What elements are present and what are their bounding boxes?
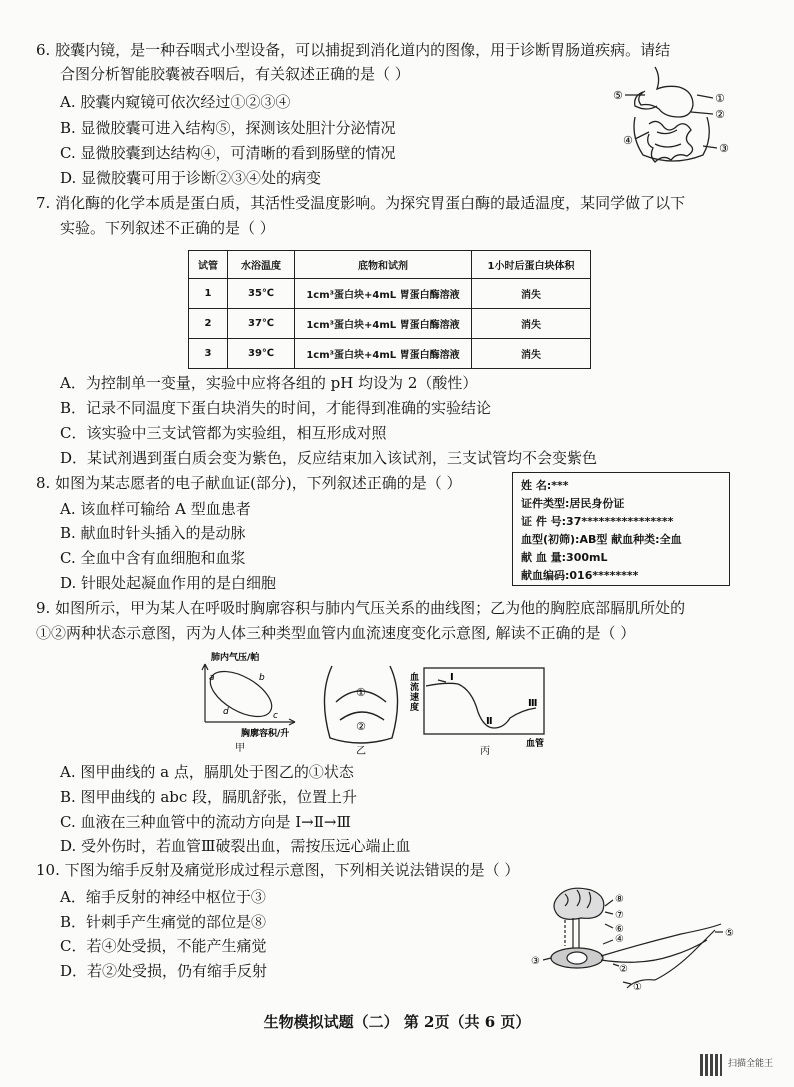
card-name: 姓 名:*** bbox=[521, 479, 569, 492]
jia-point-d: d bbox=[223, 707, 229, 717]
bing-vessel-2: Ⅱ bbox=[486, 716, 493, 727]
card-volume: 献 血 量:300mL bbox=[521, 551, 608, 564]
q6-stem-line1: 6. 胶囊内镜，是一种吞咽式小型设备，可以捕捉到消化道内的图像，用于诊断胃肠道疾病。请结 bbox=[36, 41, 671, 59]
table-cell: 1 bbox=[189, 279, 228, 309]
q10-option-b: B．针刺手产生痛觉的部位是⑧ bbox=[60, 913, 267, 931]
q10-fig-label-7: ⑦ bbox=[615, 910, 624, 921]
table-row bbox=[189, 309, 591, 339]
q7-option-d: D．某试剂遇到蛋白质会变为紫色，反应结束加入该试剂，三支试管均不会变紫色 bbox=[60, 449, 598, 467]
q9-option-a: A. 图甲曲线的 a 点，膈肌处于图乙的①状态 bbox=[60, 763, 354, 781]
q10-fig-label-1: ① bbox=[633, 982, 642, 993]
diaphragm-figure bbox=[318, 658, 406, 758]
table-cell: 消失 bbox=[472, 309, 591, 339]
bing-caption: 丙 bbox=[480, 746, 490, 756]
q7-stem-line1: 7. 消化酶的化学本质是蛋白质，其活性受温度影响。为探究胃蛋白酶的最适温度，某同学做了以下 bbox=[36, 194, 686, 212]
q8-option-d: D. 针眼处起凝血作用的是白细胞 bbox=[60, 574, 277, 592]
q7-option-c: C．该实验中三支试管都为实验组，相互形成对照 bbox=[60, 424, 387, 442]
q10-fig-label-5: ⑤ bbox=[725, 928, 734, 939]
q6-option-b: B. 显微胶囊可进入结构⑤，探测该处胆汁分泌情况 bbox=[60, 119, 396, 137]
q8-option-a: A. 该血样可输给 A 型血患者 bbox=[60, 500, 251, 518]
q8-stem: 8. 如图为某志愿者的电子献血证(部分)，下列叙述正确的是（ ） bbox=[36, 474, 462, 492]
table-header: 试管 bbox=[189, 251, 228, 279]
table-cell: 39℃ bbox=[228, 339, 295, 369]
q6-fig-label-4: ④ bbox=[623, 134, 633, 147]
q6-option-d: D. 显微胶囊可用于诊断②③④处的病变 bbox=[60, 169, 322, 187]
bing-ylabel-2: 流 bbox=[410, 683, 420, 693]
jia-point-c: c bbox=[273, 711, 278, 721]
blood-donation-card bbox=[512, 472, 730, 586]
card-blood-type: 血型(初筛):AB型 献血种类:全血 bbox=[521, 533, 682, 546]
q6-option-c: C. 显微胶囊到达结构④，可清晰的看到肠壁的情况 bbox=[60, 144, 396, 162]
q8-option-b: B. 献血时针头插入的是动脉 bbox=[60, 524, 246, 542]
table-header-row bbox=[189, 251, 591, 279]
table-cell: 35℃ bbox=[228, 279, 295, 309]
table-cell: 3 bbox=[189, 339, 228, 369]
blood-flow-chart bbox=[408, 656, 558, 756]
table-row bbox=[189, 279, 591, 309]
card-code: 献血编码:016******** bbox=[521, 569, 639, 582]
q7-stem-line2: 实验。下列叙述不正确的是（ ） bbox=[60, 219, 275, 237]
card-id-number: 证 件 号:37**************** bbox=[521, 515, 674, 528]
q6-option-a: A. 胶囊内窥镜可依次经过①②③④ bbox=[60, 93, 291, 111]
q9-option-d: D. 受外伤时，若血管Ⅲ破裂出血，需按压远心端止血 bbox=[60, 837, 411, 855]
q6-fig-label-3: ③ bbox=[719, 142, 729, 155]
experiment-table bbox=[188, 250, 591, 369]
q10-option-d: D．若②处受损，仍有缩手反射 bbox=[60, 962, 268, 980]
q10-stem: 10. 下图为缩手反射及痛觉形成过程示意图，下列相关说法错误的是（ ） bbox=[36, 861, 520, 879]
jia-xlabel: 胸廓容积/升 bbox=[241, 729, 290, 739]
yi-label-2: ② bbox=[356, 720, 366, 733]
q10-option-c: C．若④处受损，不能产生痛觉 bbox=[60, 937, 267, 955]
bing-xlabel: 血管 bbox=[526, 739, 545, 749]
q9-option-c: C. 血液在三种血管中的流动方向是 Ⅰ→Ⅱ→Ⅲ bbox=[60, 813, 351, 831]
table-header: 水浴温度 bbox=[228, 251, 295, 279]
page-footer: 生物模拟试题（二） 第 2页（共 6 页） bbox=[263, 1013, 531, 1031]
bing-ylabel-4: 度 bbox=[410, 703, 420, 713]
q10-fig-label-2: ② bbox=[619, 964, 628, 975]
q10-fig-label-4: ④ bbox=[615, 934, 624, 945]
q9-option-b: B. 图甲曲线的 abc 段，膈肌舒张，位置上升 bbox=[60, 788, 358, 806]
yi-label-1: ① bbox=[356, 686, 366, 699]
table-cell: 消失 bbox=[472, 339, 591, 369]
table-row bbox=[189, 339, 591, 369]
breathing-pressure-chart bbox=[195, 650, 305, 755]
q6-fig-label-2: ② bbox=[715, 108, 725, 121]
q10-fig-label-3: ③ bbox=[531, 956, 540, 967]
table-cell: 1cm³蛋白块+4mL 胃蛋白酶溶液 bbox=[295, 309, 472, 339]
bing-vessel-1: Ⅰ bbox=[450, 672, 454, 683]
table-cell: 消失 bbox=[472, 279, 591, 309]
q6-fig-label-1: ① bbox=[715, 92, 725, 105]
table-header: 底物和试剂 bbox=[295, 251, 472, 279]
scanner-watermark: 扫描全能王 bbox=[728, 1059, 774, 1069]
yi-caption: 乙 bbox=[356, 746, 366, 757]
jia-caption: 甲 bbox=[235, 743, 245, 754]
q6-stem-line2: 合图分析智能胶囊被吞咽后，有关叙述正确的是（ ） bbox=[60, 65, 410, 83]
q7-option-b: B．记录不同温度下蛋白块消失的时间，才能得到准确的实验结论 bbox=[60, 399, 492, 417]
digestive-system-figure bbox=[605, 62, 755, 172]
q10-option-a: A．缩手反射的神经中枢位于③ bbox=[60, 888, 266, 906]
bing-vessel-3: Ⅲ bbox=[528, 698, 538, 709]
q9-stem-line2: ①②两种状态示意图，丙为人体三种类型血管内血流速度变化示意图, 解读不正确的是（ ） bbox=[36, 624, 636, 642]
table-cell: 37℃ bbox=[228, 309, 295, 339]
q10-fig-label-8: ⑧ bbox=[615, 894, 624, 905]
table-cell: 1cm³蛋白块+4mL 胃蛋白酶溶液 bbox=[295, 339, 472, 369]
bing-ylabel-1: 血 bbox=[410, 673, 420, 683]
q8-option-c: C. 全血中含有血细胞和血浆 bbox=[60, 549, 246, 567]
table-cell: 2 bbox=[189, 309, 228, 339]
qr-code-icon bbox=[700, 1054, 722, 1076]
jia-point-a: a bbox=[209, 673, 215, 683]
table-cell: 1cm³蛋白块+4mL 胃蛋白酶溶液 bbox=[295, 279, 472, 309]
reflex-arc-figure bbox=[505, 880, 740, 995]
q6-fig-label-5: ⑤ bbox=[613, 89, 623, 102]
q7-option-a: A．为控制单一变量，实验中应将各组的 pH 均设为 2（酸性） bbox=[60, 374, 478, 392]
table-header: 1小时后蛋白块体积 bbox=[472, 251, 591, 279]
q9-stem-line1: 9. 如图所示，甲为某人在呼吸时胸廓容积与肺内气压关系的曲线图；乙为他的胸腔底部膈肌所处的 bbox=[36, 599, 686, 617]
q10-fig-label-6: ⑥ bbox=[615, 924, 624, 935]
card-id-type: 证件类型:居民身份证 bbox=[521, 497, 625, 510]
jia-point-b: b bbox=[259, 673, 265, 683]
bing-ylabel-3: 速 bbox=[410, 693, 420, 703]
jia-ylabel: 肺内气压/帕 bbox=[211, 653, 260, 663]
